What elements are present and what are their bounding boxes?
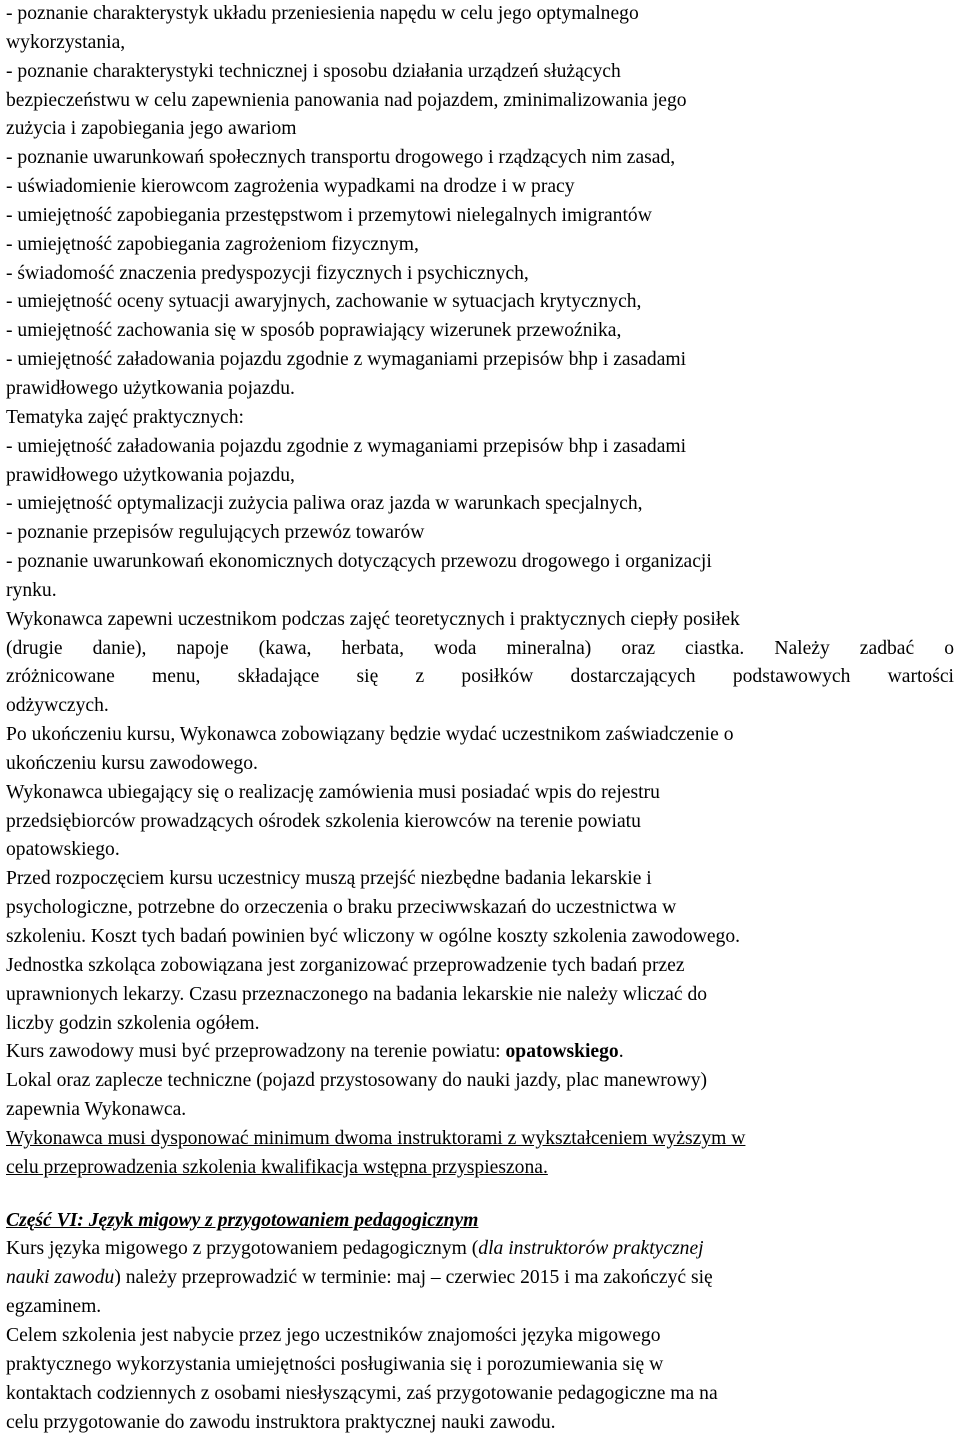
underlined-line: Wykonawca musi dysponować minimum dwoma instruktorami z wykształceniem wyższym w [6, 1127, 746, 1149]
text-line: prawidłowego użytkowania pojazdu. [6, 377, 295, 399]
text-line: Wykonawca ubiegający się o realizację zamówienia musi posiadać wpis do rejestru [6, 781, 660, 803]
text-line: celu przygotowanie do zawodu instruktora praktycznej nauki zawodu. [6, 1411, 556, 1433]
text-line: zróżnicowane menu, składające się z posiłków dostarczających podstawowych wartości [6, 666, 954, 688]
document-body [6, 0, 954, 1437]
text-line: ukończeniu kursu zawodowego. [6, 752, 258, 774]
text-line: Przed rozpoczęciem kursu uczestnicy muszą przejść niezbędne badania lekarskie i [6, 868, 652, 890]
county-name: opatowskiego [505, 1041, 619, 1063]
text-line: Jednostka szkoląca zobowiązana jest zorganizować przeprowadzenie tych badań przez [6, 954, 685, 976]
underlined-line: celu przeprowadzenia szkolenia kwalifikacja wstępna przyspieszona. [6, 1156, 548, 1178]
text-line: - poznanie uwarunkowań ekonomicznych dotyczących przewozu drogowego i organizacji [6, 551, 712, 573]
text-line: - umiejętność oceny sytuacji awaryjnych, zachowanie w sytuacjach krytycznych, [6, 291, 642, 313]
text-line: prawidłowego użytkowania pojazdu, [6, 464, 295, 486]
section-heading: Część VI: Język migowy z przygotowaniem pedagogicznym [6, 1209, 479, 1231]
italic-segment: dla instruktorów praktycznej [478, 1238, 704, 1260]
text-line [6, 1235, 954, 1264]
text-line: przedsiębiorców prowadzących ośrodek szkolenia kierowców na terenie powiatu [6, 810, 641, 832]
text-segment: . [618, 1041, 624, 1063]
text-line: - umiejętność załadowania pojazdu zgodnie z wymaganiami przepisów bhp i zasadami [6, 435, 687, 457]
text-line: wykorzystania, [6, 31, 126, 53]
text-line: - uświadomienie kierowcom zagrożenia wypadkami na drodze i w pracy [6, 176, 575, 198]
text-line: praktycznego wykorzystania umiejętności posługiwania się i porozumiewania się w [6, 1353, 664, 1375]
text-line: - umiejętność zachowania się w sposób poprawiający wizerunek przewoźnika, [6, 320, 622, 342]
text-line: uprawnionych lekarzy. Czasu przeznaczonego na badania lekarskie nie należy wliczać do [6, 983, 708, 1005]
text-line: opatowskiego. [6, 839, 120, 861]
text-line: egzaminem. [6, 1296, 102, 1318]
text-line: Celem szkolenia jest nabycie przez jego uczestników znajomości języka migowego [6, 1324, 661, 1346]
text-line: zużycia i zapobiegania jego awariom [6, 118, 297, 140]
text-line: kontaktach codziennych z osobami niesłyszącymi, zaś przygotowanie pedagogiczne ma na [6, 1382, 718, 1404]
text-line: Lokal oraz zaplecze techniczne (pojazd przystosowany do nauki jazdy, plac manewrowy) [6, 1070, 708, 1092]
section-label: Tematyka zajęć praktycznych: [6, 406, 244, 428]
text-line: - umiejętność zapobiegania przestępstwom i przemytowi nielegalnych imigrantów [6, 204, 652, 226]
text-line: rynku. [6, 579, 57, 601]
text-line: - poznanie przepisów regulujących przewóz towarów [6, 522, 425, 544]
text-line: odżywczych. [6, 695, 109, 717]
italic-segment: nauki zawodu [6, 1267, 115, 1289]
text-line: - umiejętność załadowania pojazdu zgodnie z wymaganiami przepisów bhp i zasadami [6, 349, 687, 371]
text-line: - poznanie charakterystyk układu przeniesienia napędu w celu jego optymalnego [6, 3, 639, 24]
paragraph-gap [6, 1183, 954, 1207]
text-line: (drugie danie), napoje (kawa, herbata, woda mineralna) oraz ciastka. Należy zadbać o [6, 637, 954, 659]
text-line: - poznanie uwarunkowań społecznych transportu drogowego i rządzących nim zasad, [6, 147, 676, 169]
text-line: - umiejętność zapobiegania zagrożeniom fizycznym, [6, 233, 419, 255]
text-line [6, 1264, 954, 1293]
text-line: Po ukończeniu kursu, Wykonawca zobowiązany będzie wydać uczestnikom zaświadczenie o [6, 724, 734, 746]
text-segment: ) należy przeprowadzić w terminie: maj – czerwiec 2015 i ma zakończyć się [114, 1267, 713, 1289]
text-line: zapewnia Wykonawca. [6, 1099, 187, 1121]
text-line: - świadomość znaczenia predyspozycji fizycznych i psychicznych, [6, 262, 529, 284]
text-line: Wykonawca zapewni uczestnikom podczas zajęć teoretycznych i praktycznych ciepły posiłek [6, 608, 740, 630]
text-line: szkoleniu. Koszt tych badań powinien być wliczony w ogólne koszty szkolenia zawodowego. [6, 926, 741, 947]
text-line: bezpieczeństwu w celu zapewnienia panowania nad pojazdem, zminimalizowania jego [6, 89, 687, 111]
text-line: psychologiczne, potrzebne do orzeczenia o braku przeciwwskazań do uczestnictwa w [6, 897, 677, 919]
text-segment: Kurs zawodowy musi być przeprowadzony na terenie powiatu: [6, 1041, 506, 1063]
text-line: - poznanie charakterystyki technicznej i sposobu działania urządzeń służących [6, 60, 621, 82]
text-line: liczby godzin szkolenia ogółem. [6, 1012, 260, 1034]
text-line [6, 1038, 954, 1067]
text-line: - umiejętność optymalizacji zużycia paliwa oraz jazda w warunkach specjalnych, [6, 493, 643, 515]
text-segment: Kurs języka migowego z przygotowaniem pedagogicznym ( [6, 1238, 479, 1260]
